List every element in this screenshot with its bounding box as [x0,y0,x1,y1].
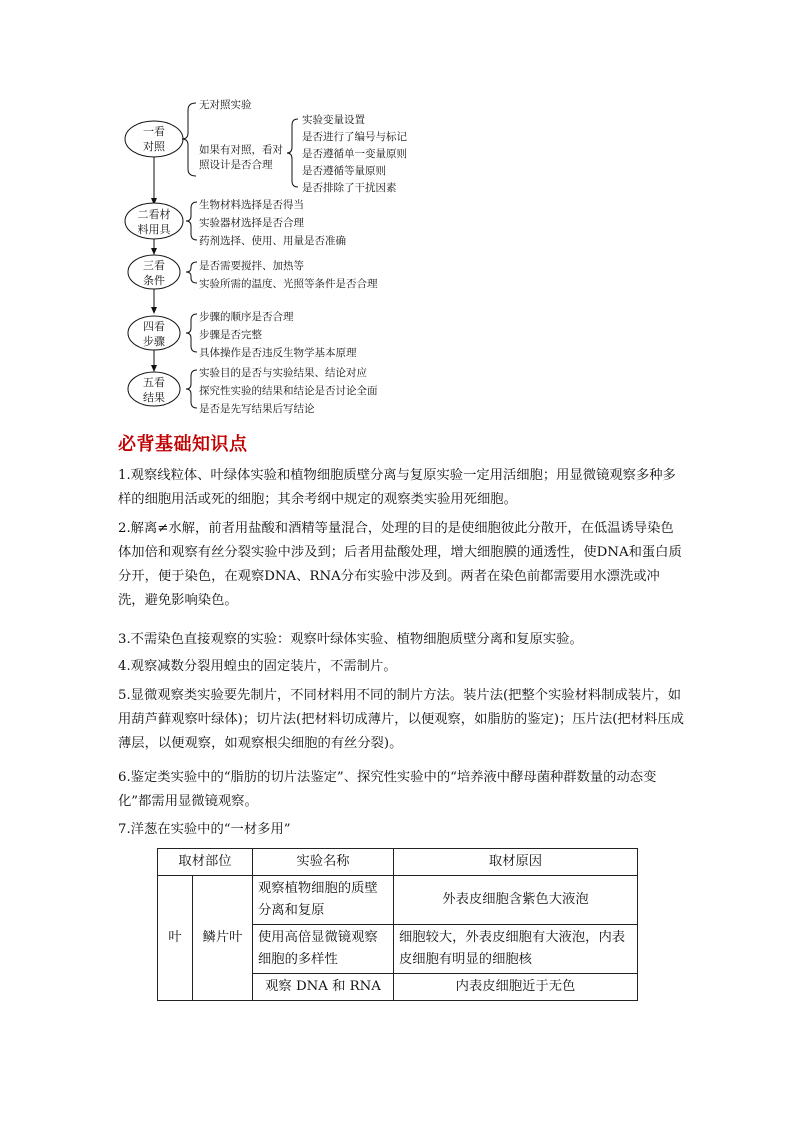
knowledge-point-4: 4.观察减数分裂用蝗虫的固定装片，不需制片。 [118,659,397,674]
reason-cell: 外表皮细胞含紫色大液泡 [394,876,638,925]
knowledge-point-6: 6.鉴定类实验中的“脂肪的切片法鉴定”、探究性实验中的“培养液中酵母菌种群数量的动态变化”都需用显微镜观察。 [118,770,657,809]
step-4-item: 步骤是否完整 [199,329,262,341]
step-4-item: 具体操作是否违反生物学基本原理 [199,347,357,359]
step-1-sub-item: 是否排除了干扰因素 [302,182,397,194]
experiment-evaluation-diagram [0,0,793,425]
step-2-label-line2: 料用具 [137,223,171,236]
step-2-item: 生物材料选择是否得当 [199,199,304,211]
step-1-sub-item: 是否遵循等量原则 [302,165,386,177]
experiment-name-cell: 观察植物细胞的质壁分离和复原 [253,876,394,925]
knowledge-point-5: 5.显微观察类实验要先制片，不同材料用不同的制片方法。装片法(把整个实验材料制成装片，如用葫芦藓观察叶绿体)；切片法(把材料切成薄片，以便观察，如脂肪的鉴定)；压片法(把材料压成薄层，以便观察，如观察根尖细胞的有丝分裂)。 [118,688,684,751]
experiment-name-cell: 观察 DNA 和 RNA [253,974,394,1001]
step-4-label-line2: 步骤 [143,335,165,348]
step-3-label-line1: 三看 [143,259,165,272]
step-5-item: 探究性实验的结果和结论是否讨论全面 [199,385,378,397]
knowledge-point-7: 7.洋葱在实验中的“一材多用” [118,822,291,837]
reason-cell: 细胞较大，外表皮细胞有大液泡，内表皮细胞有明显的细胞核 [394,925,638,974]
table-row [158,876,638,925]
step-1-label-line1: 一看 [143,125,165,138]
step-5-label-line1: 五看 [143,376,165,389]
step-3-item: 是否需要搅拌、加热等 [199,260,304,272]
table-header: 实验名称 [253,849,394,876]
step-5-label-line2: 结果 [143,391,165,404]
subpart-cell: 鳞片叶 [193,876,253,1001]
step-1-item: 如果有对照，看对 [199,144,283,156]
knowledge-point-3: 3.不需染色直接观察的实验：观察叶绿体实验、植物细胞质壁分离和复原实验。 [118,632,583,647]
table-header-row [158,849,638,876]
reason-cell: 内表皮细胞近于无色 [394,974,638,1001]
step-4-label-line1: 四看 [143,320,165,333]
step-2-label-line1: 二看材 [137,208,171,221]
step-5-item: 是否是先写结果后写结论 [199,403,315,415]
table-header: 取材原因 [394,849,638,876]
step-3-label-line2: 条件 [143,274,165,287]
knowledge-point-2: 2.解离≠水解，前者用盐酸和酒精等量混合，处理的目的是使细胞彼此分散开，在低温诱导染色体加倍和观察有丝分裂实验中涉及到；后者用盐酸处理，增大细胞膜的通透性，使DNA和蛋白质分开，便于染色，在观察DNA、RNA分布实验中涉及到。两者在染色前都需要用水漂洗或冲洗，避免影响染色。 [118,521,682,608]
step-1-sub-item: 是否进行了编号与标记 [302,131,407,143]
experiment-name-cell: 使用高倍显微镜观察细胞的多样性 [253,925,394,974]
step-1-item: 照设计是否合理 [199,159,273,171]
step-2-item: 药剂选择、使用、用量是否准确 [199,235,346,247]
step-3-item: 实验所需的温度、光照等条件是否合理 [199,278,378,290]
step-5-item: 实验目的是否与实验结果、结论对应 [199,367,367,379]
step-4-item: 步骤的顺序是否合理 [199,311,294,323]
step-1-sub-item: 实验变量设置 [302,114,365,126]
knowledge-point-1: 1.观察线粒体、叶绿体实验和植物细胞质壁分离与复原实验一定用活细胞；用显微镜观察多种多样的细胞用活或死的细胞；其余考纲中规定的观察类实验用死细胞。 [118,468,676,507]
step-1-item: 无对照实验 [199,99,252,111]
step-1-label-line2: 对照 [143,140,165,153]
onion-usage-table [157,848,638,1001]
table-header: 取材部位 [158,849,253,876]
section-heading: 必背基础知识点 [118,434,248,455]
step-1-sub-item: 是否遵循单一变量原则 [302,148,407,160]
step-2-item: 实验器材选择是否合理 [199,217,304,229]
part-cell: 叶 [158,876,193,1001]
